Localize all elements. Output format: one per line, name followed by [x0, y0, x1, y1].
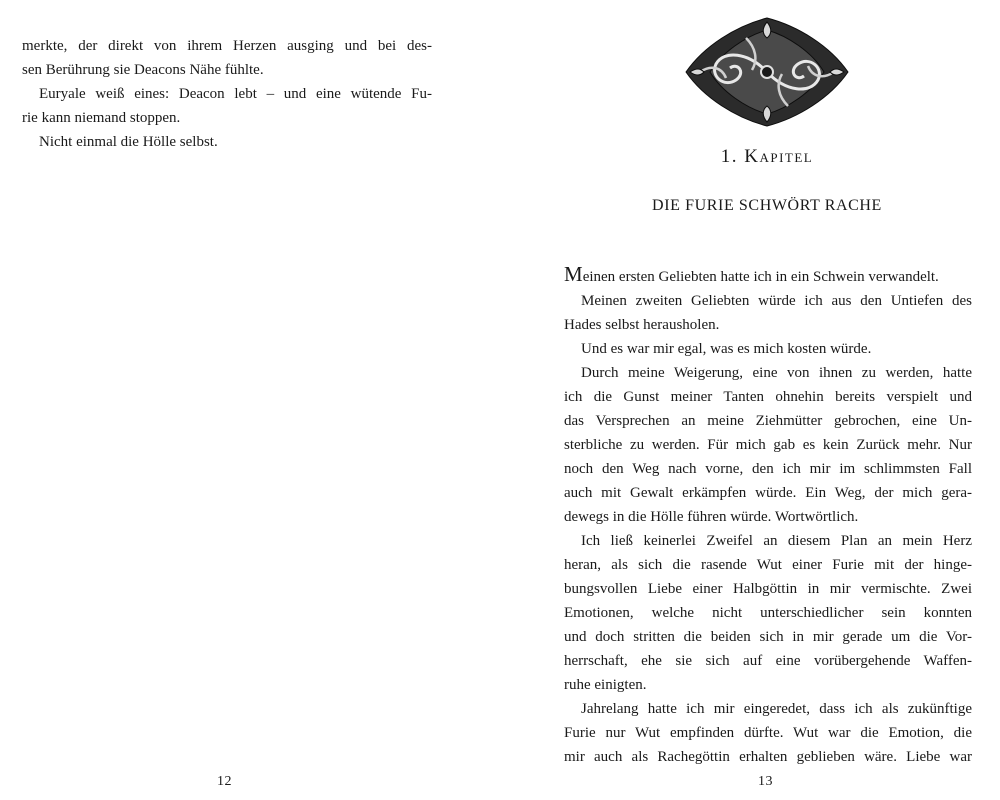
text-line: Durch meine Weigerung, eine von ihnen zu werden, hatte [581, 365, 972, 381]
text-line: ich die Gunst meiner Tanten ohnehin bereits verspielt und [564, 389, 972, 405]
text-line: heran, als sich die rasende Wut einer Furie mit der hinge- [564, 557, 972, 573]
right-body-text [564, 262, 972, 769]
text-line: mir auch als Rachegöttin erhalten geblieben wäre. Liebe war [564, 749, 972, 765]
text-line: Furie nur Wut empfinden dürfte. Wut war die Emotion, die [564, 725, 972, 741]
chapter-number: 1. Kapitel [720, 146, 814, 167]
page-number-right: 13 [758, 774, 773, 789]
text-line: noch den Weg nach vorne, den ich mir im schlimmsten Fall [564, 461, 972, 477]
text-line: auch mit Gewalt erkämpfen würde. Ein Weg, der mich gera- [564, 485, 972, 501]
text-line: sterbliche zu werden. Für mich gab es kein Zurück mehr. Nur [564, 437, 972, 453]
text-line: das Versprechen an meine Ziehmütter gebrochen, eine Un- [564, 413, 972, 429]
text-line: Nicht einmal die Hölle selbst. [39, 134, 218, 150]
text-line: merkte, der direkt von ihrem Herzen ausging und bei des- [22, 38, 432, 54]
text-line: sen Berührung sie Deacons Nähe fühlte. [22, 62, 264, 78]
text-line: Emotionen, welche nicht unterschiedlicher sein konnten [564, 605, 972, 621]
text-line: herrschaft, ehe sie sich auf eine vorübergehende Waffen- [564, 653, 972, 669]
text-line: Euryale weiß eines: Deacon lebt – und eine wütende Fu- [39, 86, 432, 102]
text-line: Jahrelang hatte ich mir eingeredet, dass ich als zukünftige [581, 701, 972, 717]
text-line: bungsvollen Liebe einer Halbgöttin in mir vermischte. Zwei [564, 581, 972, 597]
text-line: Ich ließ keinerlei Zweifel an diesem Plan an mein Herz [581, 533, 972, 549]
text-line: Und es war mir egal, was es mich kosten würde. [581, 341, 872, 357]
right-page [500, 0, 1000, 800]
text-line: rie kann niemand stoppen. [22, 110, 181, 126]
text-line: Hades selbst herausholen. [564, 317, 720, 333]
text-line: ruhe einigten. [564, 677, 647, 693]
baroque-ornament-icon [676, 12, 858, 132]
chapter-title: DIE FURIE SCHWÖRT RACHE [652, 197, 882, 214]
page-number-left: 12 [217, 774, 232, 789]
left-body-text [22, 34, 432, 154]
text-line: und doch stritten die beiden sich in mir gerade um die Vor- [564, 629, 972, 645]
opening-line: Meinen ersten Geliebten hatte ich in ein Schwein verwandelt. [564, 262, 939, 286]
drop-cap: M [564, 262, 583, 286]
text-line: dewegs in die Hölle führen würde. Wortwörtlich. [564, 509, 859, 525]
text-line: Meinen zweiten Geliebten würde ich aus den Untiefen des [581, 293, 972, 309]
